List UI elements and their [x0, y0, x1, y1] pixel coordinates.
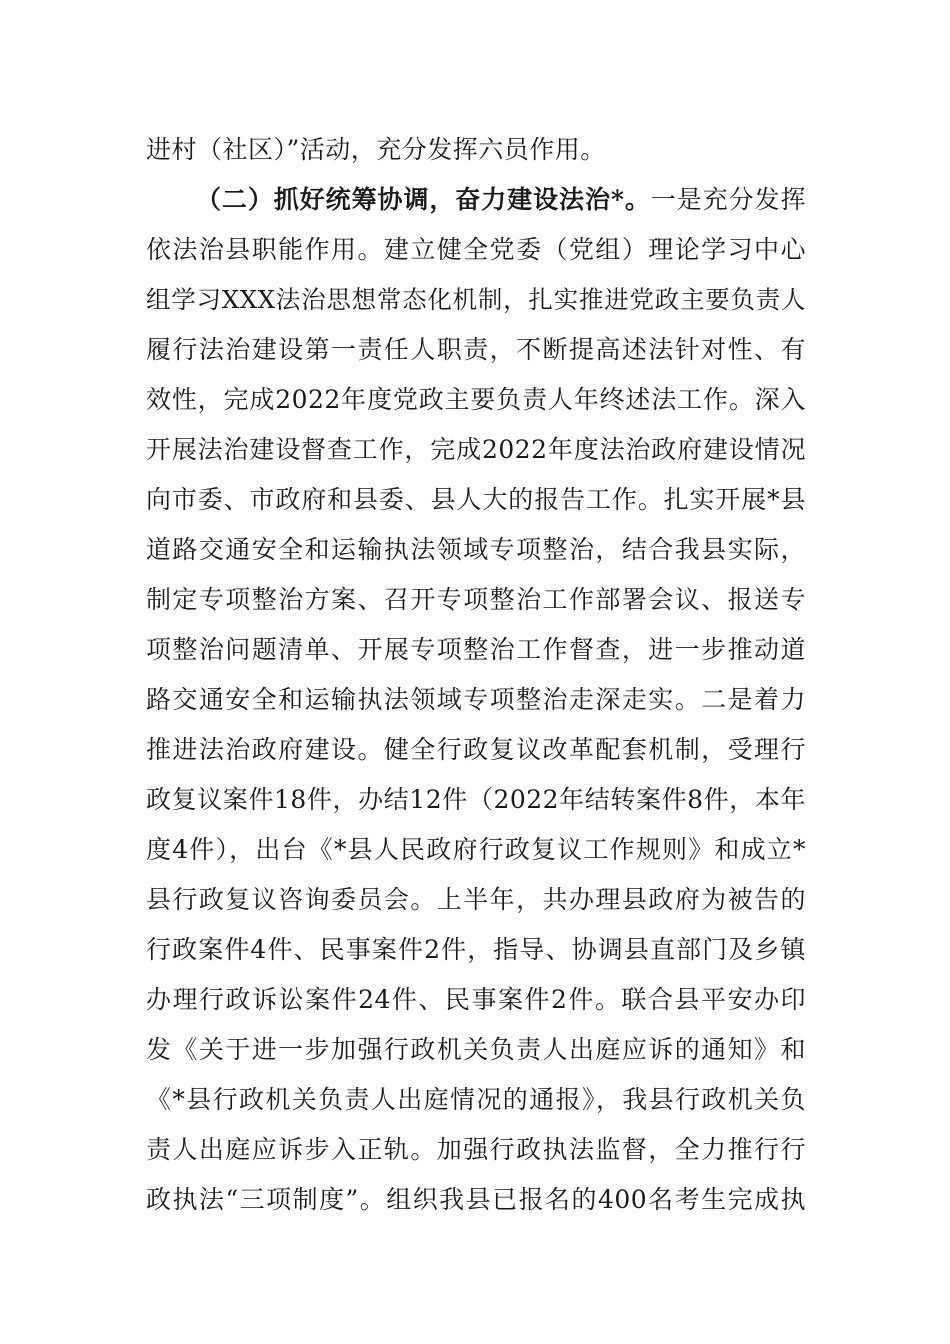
text-line: 道路交通安全和运输执法领域专项整治，结合我县实际，	[146, 535, 806, 564]
section-heading: （二）抓好统筹协调，奋力建设法治*。	[196, 185, 651, 214]
text-line: 办理行政诉讼案件24件、民事案件2件。联合县平安办印	[146, 985, 806, 1014]
text-line: 路交通安全和运输执法领域专项整治走深走实。二是着力	[146, 685, 806, 714]
text-line: 行政案件4件、民事案件2件，指导、协调县直部门及乡镇	[146, 935, 806, 964]
text-line: 履行法治建设第一责任人职责，不断提高述法针对性、有	[146, 335, 806, 364]
text-line: 进村（社区）”活动，充分发挥六员作用。	[146, 135, 606, 164]
text-line: 开展法治建设督查工作，完成2022年度法治政府建设情况	[146, 435, 806, 464]
text-line: 效性，完成2022年度党政主要负责人年终述法工作。深入	[146, 385, 806, 414]
text-line: 政执法“三项制度”。组织我县已报名的400名考生完成执	[146, 1185, 806, 1214]
text-line: 县行政复议咨询委员会。上半年，共办理县政府为被告的	[146, 885, 806, 914]
text-line: 制定专项整治方案、召开专项整治工作部署会议、报送专	[146, 585, 806, 614]
text-line: 度4件），出台《*县人民政府行政复议工作规则》和成立*	[146, 835, 806, 864]
text-line: 依法治县职能作用。建立健全党委（党组）理论学习中心	[146, 235, 806, 264]
section-heading-line	[196, 184, 806, 216]
text-line: 责人出庭应诉步入正轨。加强行政执法监督，全力推行行	[146, 1135, 806, 1164]
text-line: 向市委、市政府和县委、县人大的报告工作。扎实开展*县	[146, 485, 806, 514]
text-line: 项整治问题清单、开展专项整治工作督查，进一步推动道	[146, 635, 806, 664]
text-line: 《*县行政机关负责人出庭情况的通报》，我县行政机关负	[146, 1085, 806, 1114]
text-line: 推进法治政府建设。健全行政复议改革配套机制，受理行	[146, 735, 806, 764]
text-line: 发《关于进一步加强行政机关负责人出庭应诉的通知》和	[146, 1035, 806, 1064]
heading-continuation: 一是充分发挥	[650, 185, 806, 214]
text-line: 组学习XXX法治思想常态化机制，扎实推进党政主要负责人	[146, 285, 806, 314]
text-line: 政复议案件18件，办结12件（2022年结转案件8件，本年	[146, 785, 806, 814]
